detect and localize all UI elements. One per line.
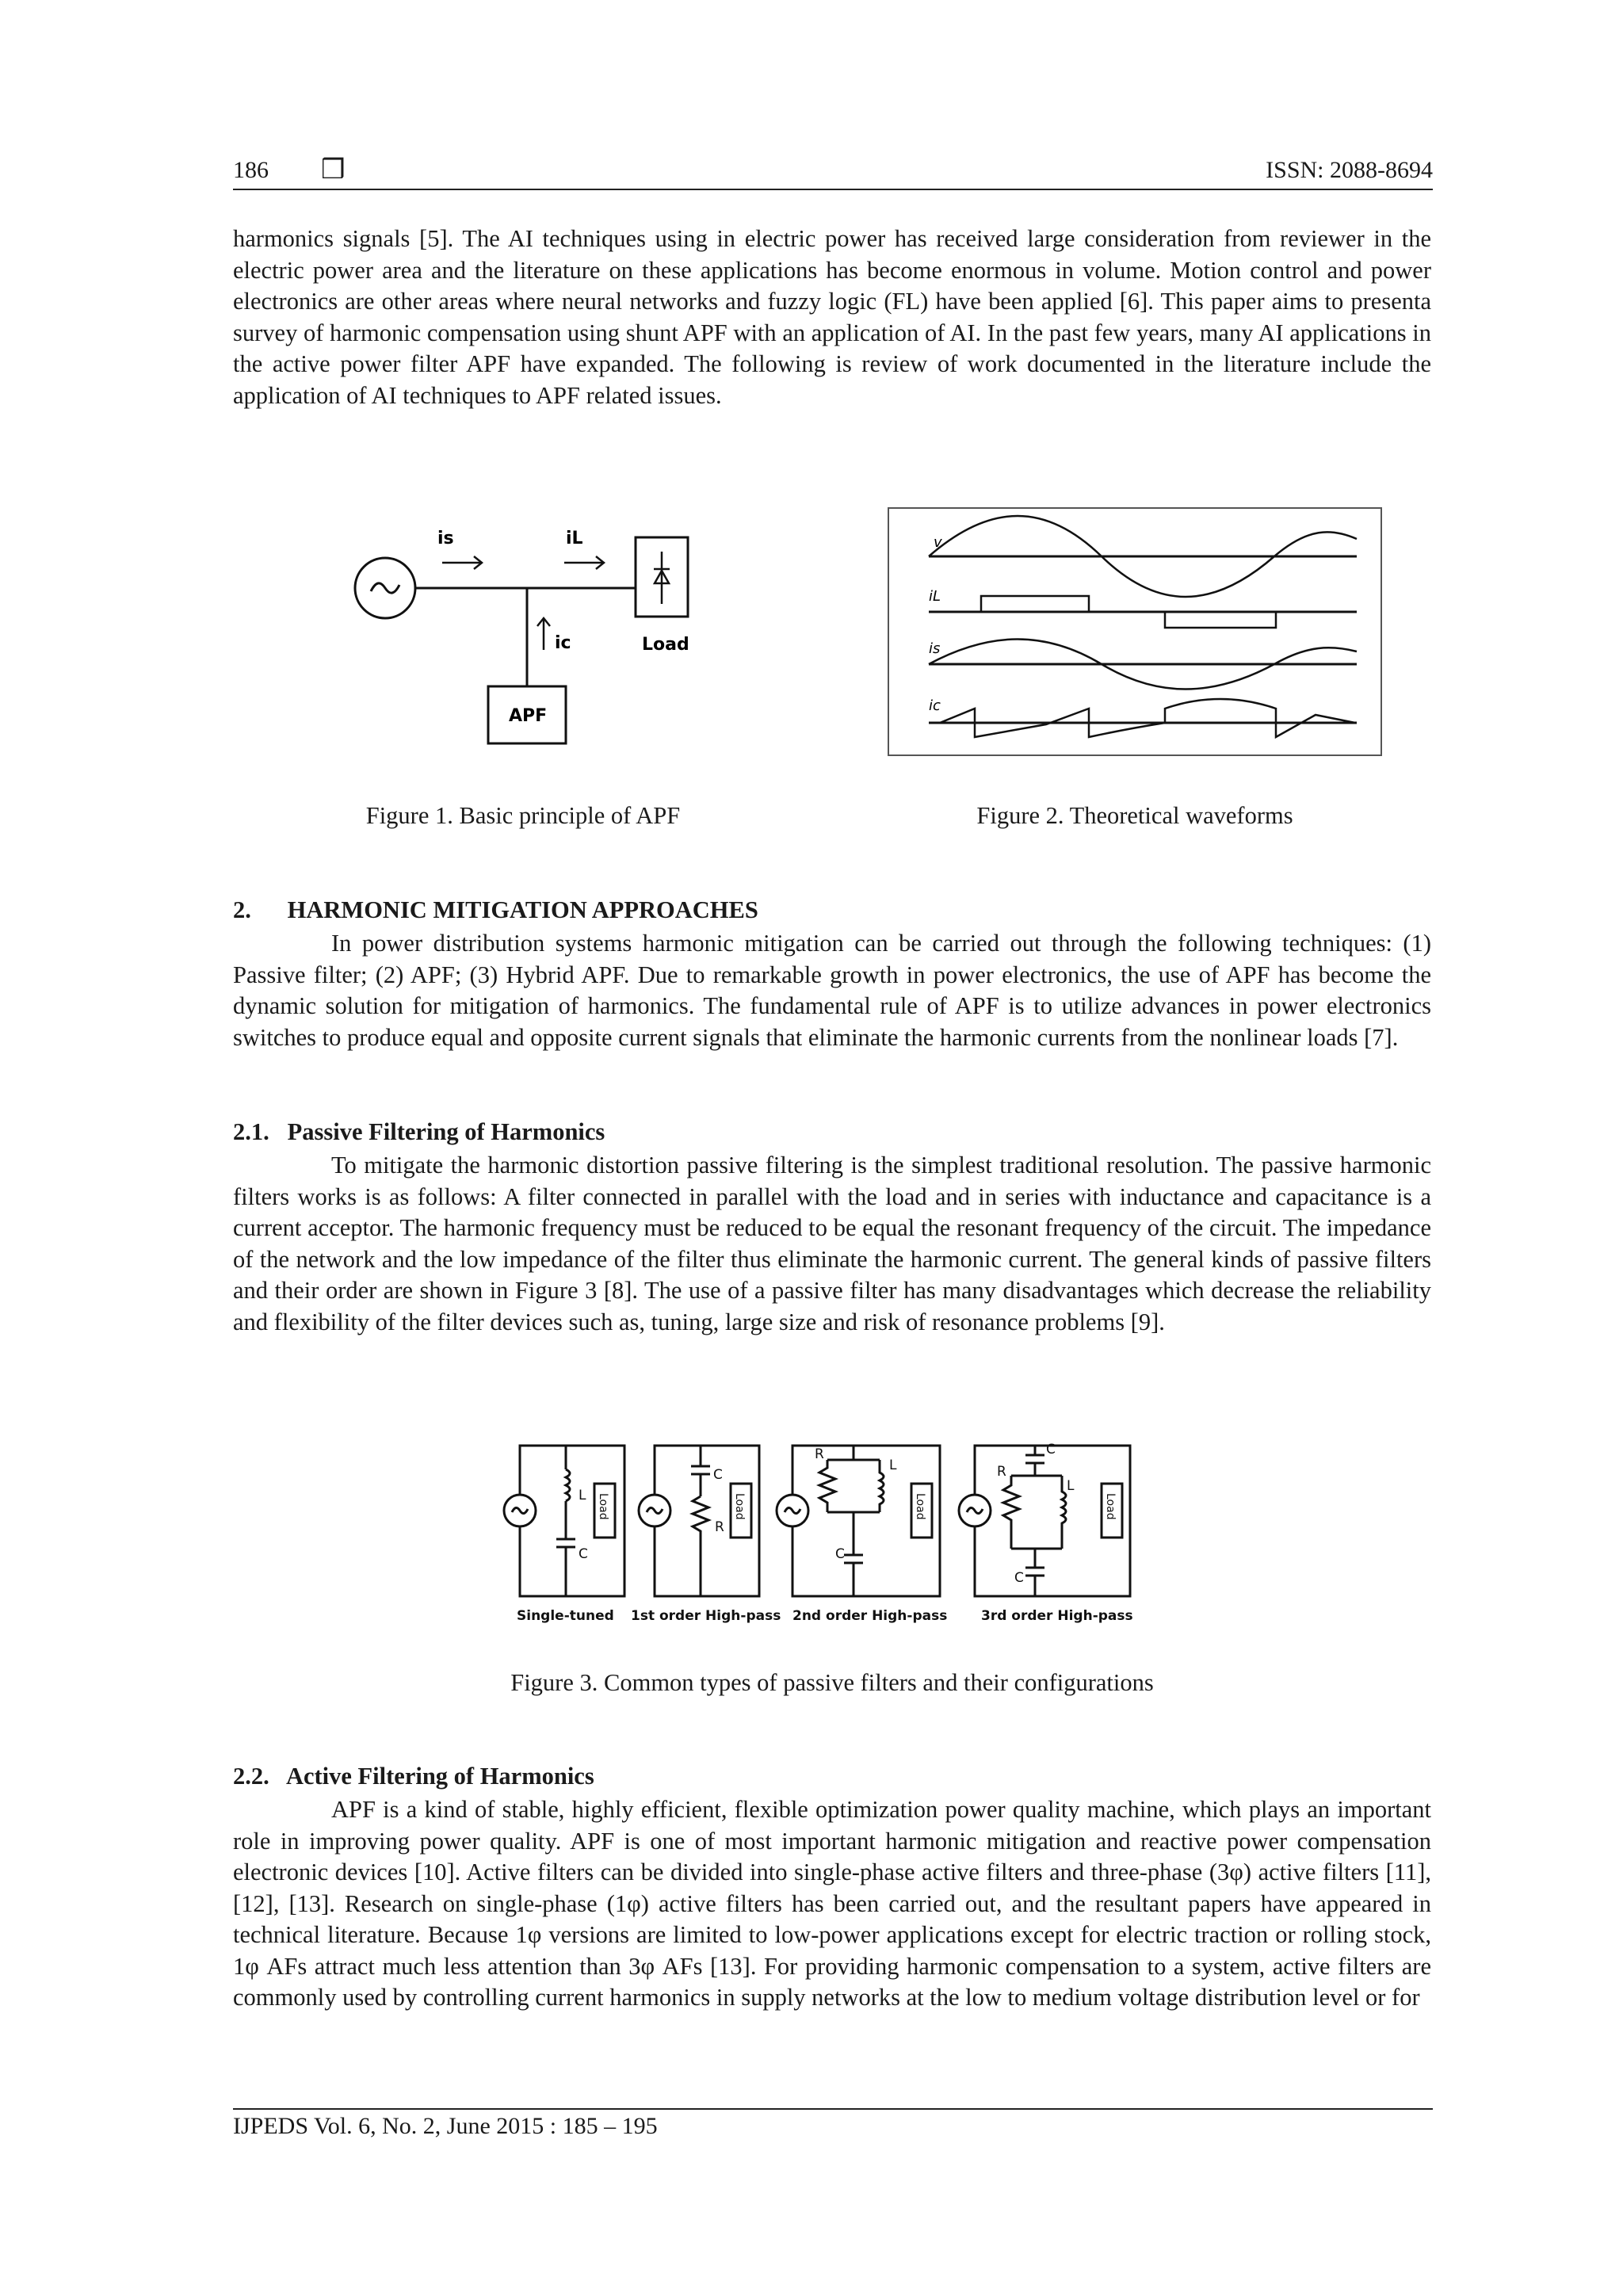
single-tuned-label: Single-tuned [517,1608,614,1624]
figure-3-passive-filters [499,1428,1149,1626]
label-ic-fig2: ic [929,697,941,714]
section-2-2-heading: 2.2. Active Filtering of Harmonics [233,1763,594,1790]
label-L-3: L [889,1457,897,1473]
label-iL-fig2: iL [929,588,941,605]
label-ic: ic [555,633,571,653]
section-2-2-paragraph: APF is a kind of stable, highly efficient, flexible optimization power quality machine, which plays an important role in improving power quality. APF is one of most important harmonic mitigation and reactive power compensation electronic devices [10]. Active filters can be divided into single-phase active filters and three-phase (3φ) active filters [11], [12], [13]. Research on single-phase (1φ) active filters has been carried out, and the resultant papers have appeared in technical literature. Because 1φ versions are limited to low-power applications except for electric traction or rolling stock, 1φ AFs attract much less attention than 3φ AFs [13]. For providing harmonic compensation to a system, active filters are commonly used by controlling current harmonics in supply networks at the low to medium voltage distribution level or for [233,1796,1431,2011]
label-is-fig2: is [929,640,941,657]
label-C-2: C [713,1467,723,1483]
label-L-1: L [579,1488,586,1503]
compensating-current-wave [940,699,1355,737]
issn: ISSN: 2088-8694 [1266,157,1433,183]
figure-3-caption: Figure 3. Common types of passive filters and their configurations [510,1669,1154,1696]
label-R-3: R [815,1446,824,1462]
figure-1-apf-diagram [349,507,705,753]
section-2-1-heading: 2.1. Passive Filtering of Harmonics [233,1118,605,1145]
load-label-2: Load [733,1493,746,1520]
footer-journal: IJPEDS Vol. 6, No. 2, June 2015 : 185 – 195 [233,2113,658,2139]
page-number: 186 [233,157,269,183]
load-label-1: Load [597,1493,609,1520]
header-symbol: ❒ [321,155,346,185]
label-v: v [934,534,942,551]
label-R-4: R [997,1464,1006,1480]
header-rule [233,189,1433,190]
figure-1-caption: Figure 1. Basic principle of APF [365,802,681,829]
section-2-1-paragraph: To mitigate the harmonic distortion passive filtering is the simplest traditional resolution. The passive harmonic filters works is as follows: A filter connected in parallel with the load and in series with inductance and capacitance is a current acceptor. The harmonic frequency must be reduced to be equal the resonant frequency of the circuit. The impedance of the network and the low impedance of the filter thus eliminate the harmonic current. The general kinds of passive filters and their order are shown in Figure 3 [8]. The use of a passive filter has many disadvantages which decrease the reliability and flexibility of the filter devices such as, tuning, large size and risk of resonance problems [9]. [233,1152,1431,1335]
label-C-1: C [579,1546,588,1562]
label-is: is [437,529,454,548]
label-apf: APF [509,706,548,726]
label-load: Load [642,635,689,655]
label-iL: iL [566,529,583,548]
label-R-2: R [715,1519,724,1535]
label-C-3: C [835,1546,845,1562]
third-order-label: 3rd order High-pass [981,1608,1133,1624]
footer-rule [233,2108,1433,2110]
section-2-heading: 2. HARMONIC MITIGATION APPROACHES [233,896,758,923]
figure-2-caption: Figure 2. Theoretical waveforms [976,802,1293,829]
label-C-4b: C [1014,1570,1024,1586]
first-order-label: 1st order High-pass [631,1608,781,1624]
load-label-3: Load [914,1493,926,1520]
section-2-paragraph: In power distribution systems harmonic mitigation can be carried out through the following techniques: (1) Passive filter; (2) APF; (3) Hybrid APF. Due to remarkable growth in power electronics, the use of APF has become the dynamic solution for mitigation of harmonics. The fundamental rule of APF is to utilize advances in power electronics switches to produce equal and opposite current signals that eliminate the harmonic currents from the nonlinear loads [7]. [233,930,1431,1051]
intro-paragraph: harmonics signals [5]. The AI techniques using in electric power has received large consideration from reviewer in the electric power area and the literature on these applications has become enormous in volume. Motion control and power electronics are other areas where neural networks and fuzzy logic (FL) have been applied [6]. This paper aims to presenta survey of harmonic compensation using shunt APF with an application of AI. In the past few years, many AI applications in the active power filter APF have expanded. The following is review of work documented in the literature include the application of AI techniques to APF related issues. [233,225,1431,409]
figure-2-waveforms [888,507,1382,756]
label-C-4a: C [1046,1442,1056,1457]
second-order-label: 2nd order High-pass [792,1608,948,1624]
load-label-4: Load [1104,1493,1117,1520]
label-L-4: L [1067,1478,1075,1494]
